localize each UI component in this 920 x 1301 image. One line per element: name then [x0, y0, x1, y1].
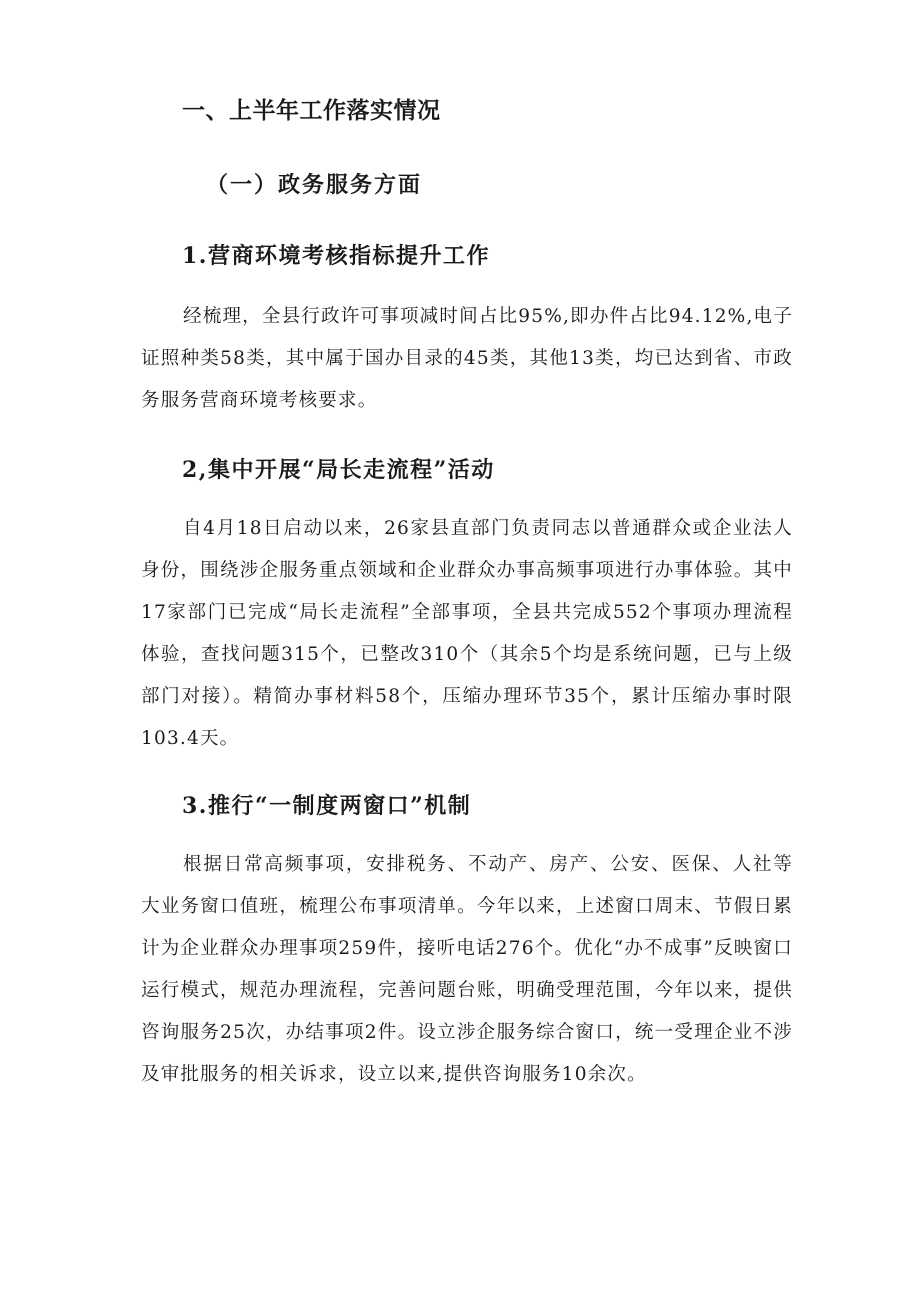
section-title-3: 3.推行“一制度两窗口”机制 [182, 793, 472, 819]
section-title-2: 2,集中开展“局长走流程”活动 [182, 457, 495, 483]
section-title-1: 1.营商环境考核指标提升工作 [182, 243, 490, 269]
sub-heading: （一）政务服务方面 [206, 172, 423, 198]
section-body-2: 自4月18日启动以来，26家县直部门负责同志以普通群众或企业法人身份，围绕涉企服务重点领域和企业群众办事高频事项进行办事体验。其中17家部门已完成“局长走流程”全部事项，全县共完成552个事项办理流程体验，查找问题315个，已整改310个（其余5个均是系统问题，已与上级部门对接）。精简办事材料58个，压缩办理环节35个，累计压缩办事时限103.4天。 [141, 518, 793, 749]
section-body-1: 经梳理，全县行政许可事项减时间占比95%,即办件占比94.12%,电子证照种类58类，其中属于国办目录的45类，其他13类，均已达到省、市政务服务营商环境考核要求。 [141, 306, 793, 411]
main-heading: 一、上半年工作落实情况 [182, 98, 441, 124]
section-body-3: 根据日常高频事项，安排税务、不动产、房产、公安、医保、人社等大业务窗口值班，梳理公布事项清单。今年以来，上述窗口周末、节假日累计为企业群众办理事项259件，接听电话276个。优化“办不成事”反映窗口运行模式，规范办理流程，完善问题台账，明确受理范围，今年以来，提供咨询服务25次，办结事项2件。设立涉企服务综合窗口，统一受理企业不涉及审批服务的相关诉求，设立以来,提供咨询服务10余次。 [141, 854, 793, 1085]
